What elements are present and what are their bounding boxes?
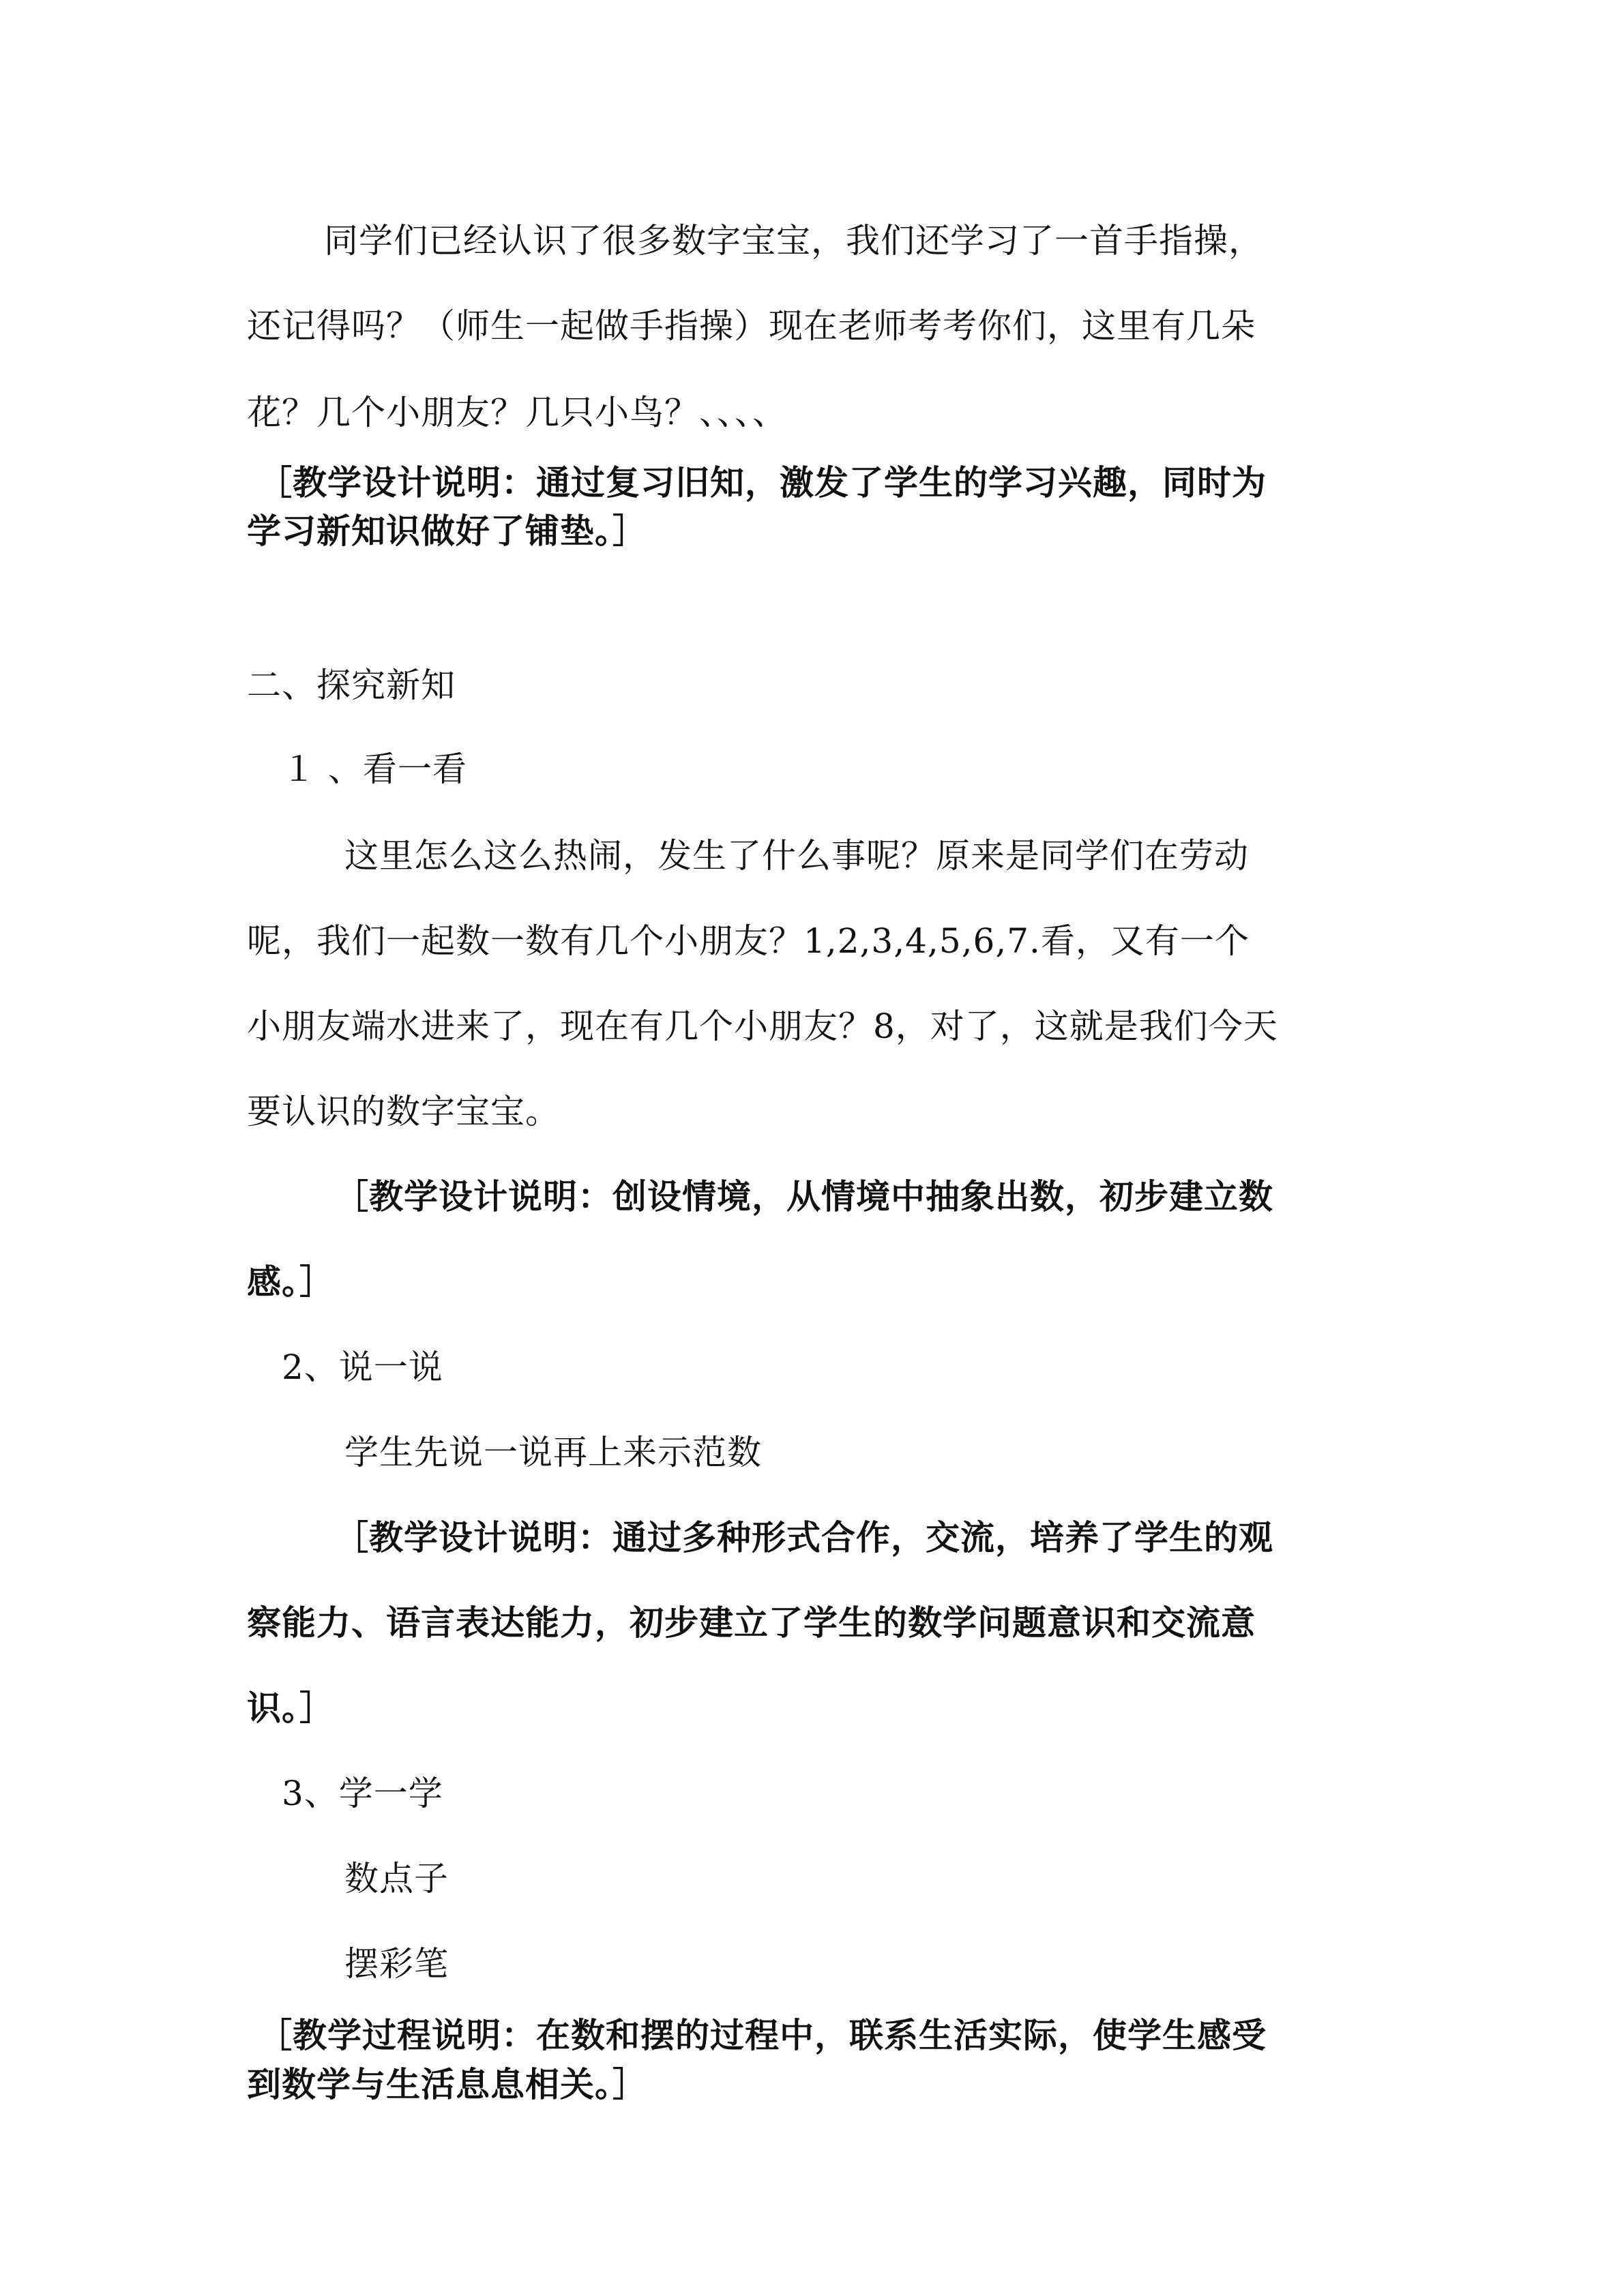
step-2-paragraph: 学生先说一说再上来示范数 [344, 1433, 762, 1472]
step-1-paragraph-line-1: 这里怎么这么热闹，发生了什么事呢？原来是同学们在劳动 [344, 836, 1249, 876]
process-note-line-2: 到数学与生活息息相关。］ [247, 2064, 647, 2104]
design-note-1-line-1: ［教学设计说明：通过复习旧知，激发了学生的学习兴趣，同时为 [258, 462, 1267, 503]
step-1-heading: １ 、看一看 [282, 749, 467, 789]
design-note-3-line-3: 识。］ [247, 1688, 334, 1728]
step-3-item-count-dots: 数点子 [344, 1859, 449, 1898]
design-note-3-line-2: 察能力、语言表达能力，初步建立了学生的数学问题意识和交流意 [247, 1602, 1256, 1643]
design-note-2-line-2: 感。］ [247, 1262, 334, 1302]
step-1-paragraph-line-2: 呢，我们一起数一数有几个小朋友？1,2,3,4,5,6,7.看，又有一个 [247, 921, 1250, 961]
process-note-line-1: ［教学过程说明：在数和摆的过程中，联系生活实际，使学生感受 [258, 2015, 1267, 2055]
design-note-2-line-1: ［教学设计说明：创设情境，从情境中抽象出数，初步建立数 [334, 1176, 1273, 1217]
step-1-paragraph-line-3: 小朋友端水进来了，现在有几个小朋友？8，对了，这就是我们今天 [247, 1007, 1278, 1046]
step-3-item-arrange-pens: 摆彩笔 [344, 1944, 449, 1984]
intro-line-2: 还记得吗？（师生一起做手指操）现在老师考考你们，这里有几朵 [247, 306, 1256, 346]
intro-line-1: 同学们已经认识了很多数字宝宝，我们还学习了一首手指操， [324, 221, 1263, 260]
step-2-heading: 2、说一说 [282, 1347, 443, 1387]
step-1-paragraph-line-4: 要认识的数字宝宝。 [247, 1092, 560, 1131]
section-heading-explore: 二、探究新知 [247, 666, 456, 705]
step-3-heading: 3、学一学 [282, 1774, 443, 1813]
design-note-3-line-1: ［教学设计说明：通过多种形式合作，交流，培养了学生的观 [334, 1517, 1273, 1557]
design-note-1-line-2: 学习新知识做好了铺垫。］ [247, 511, 647, 551]
intro-line-3: 花？几个小朋友？几只小鸟？、、、、 [247, 393, 787, 432]
